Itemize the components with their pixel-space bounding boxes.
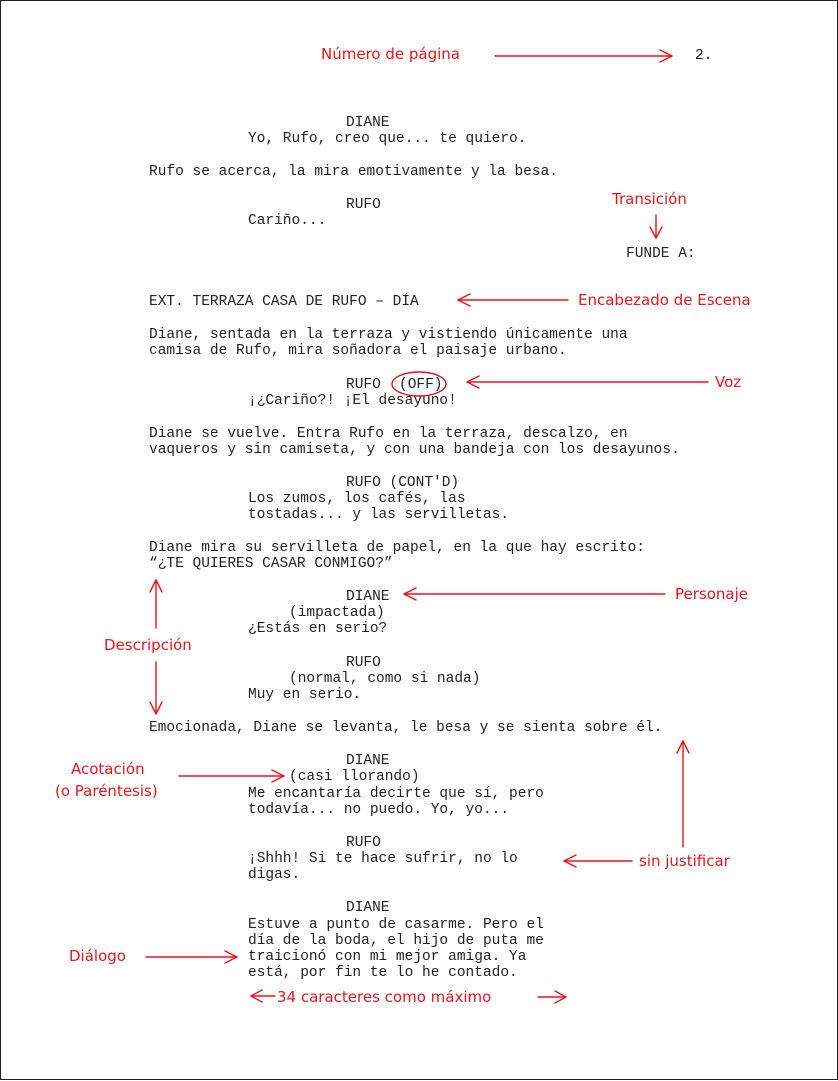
parenthetical: (normal, como si nada) — [289, 671, 481, 687]
arrow-dialogue — [146, 951, 237, 963]
parenthetical: (impactada) — [289, 605, 385, 621]
character-name: DIANE — [346, 753, 390, 769]
character-name: RUFO — [346, 197, 381, 213]
action-line: Diane, sentada en la terraza y vistiendo únicamente una — [149, 327, 628, 343]
dialogue: ¡Shhh! Si te hace sufrir, no lo — [248, 851, 518, 867]
dialogue: tostadas... y las servilletas. — [248, 507, 510, 523]
character-name: RUFO (CONT'D) — [346, 475, 460, 491]
annotation-voice: Voz — [715, 373, 742, 391]
arrow-character — [404, 588, 665, 600]
dialogue: digas. — [248, 867, 301, 883]
character-name: RUFO — [346, 655, 381, 671]
character-name: DIANE — [346, 115, 390, 131]
action-line: Rufo se acerca, la mira emotivamente y la besa. — [149, 164, 558, 180]
action-line: Diane se vuelve. Entra Rufo en la terraza, descalzo, en — [149, 426, 628, 442]
parenthetical: (casi llorando) — [289, 769, 420, 785]
dialogue: Muy en serio. — [248, 687, 362, 703]
arrow-unjustified-left — [564, 855, 632, 867]
annotation-parenthetical-alt: (o Paréntesis) — [55, 782, 158, 800]
arrow-page-number — [495, 50, 672, 62]
character-name: DIANE — [346, 900, 390, 916]
dialogue: Los zumos, los cafés, las — [248, 491, 466, 507]
action-line: Diane mira su servilleta de papel, en la que hay escrito: — [149, 540, 645, 556]
annotation-unjustified: sin justificar — [639, 852, 730, 870]
scene-heading: EXT. TERRAZA CASA DE RUFO – DÍA — [149, 294, 419, 310]
character-name: RUFO — [346, 377, 381, 393]
arrow-description-up — [150, 580, 162, 628]
arrow-voice — [467, 376, 708, 388]
dialogue: día de la boda, el hijo de puta me — [248, 933, 544, 949]
annotation-description: Descripción — [104, 636, 192, 654]
annotation-max-chars: 34 caracteres como máximo — [277, 988, 492, 1006]
arrow-parenthetical — [179, 770, 284, 782]
annotation-parenthetical: Acotación — [71, 760, 145, 778]
dialogue: ¡¿Cariño?! ¡El desayuno! — [248, 393, 457, 409]
arrow-max-chars-left — [251, 990, 275, 1002]
voice-extension: (OFF) — [399, 377, 443, 393]
action-line: vaqueros y sin camiseta, y con una bandeja con los desayunos. — [149, 442, 680, 458]
page-number: 2. — [695, 48, 713, 64]
annotation-dialogue: Diálogo — [69, 947, 126, 965]
dialogue: Me encantaría decirte que sí, pero — [248, 786, 544, 802]
dialogue: Yo, Rufo, creo que... te quiero. — [248, 131, 527, 147]
transition: FUNDE A: — [626, 246, 696, 262]
annotation-character: Personaje — [675, 585, 748, 603]
character-name: RUFO — [346, 835, 381, 851]
arrow-unjustified-up — [677, 741, 689, 847]
dialogue: traicionó con mi mejor amiga. Ya — [248, 949, 527, 965]
annotation-scene-heading: Encabezado de Escena — [578, 291, 751, 309]
arrow-transition — [650, 215, 662, 238]
action-line: camisa de Rufo, mira soñadora el paisaje urbano. — [149, 343, 567, 359]
annotation-transition: Transición — [612, 190, 687, 208]
arrow-max-chars-right — [538, 991, 566, 1003]
character-name: DIANE — [346, 589, 390, 605]
dialogue: está, por fin te lo he contado. — [248, 965, 518, 981]
action-line: Emocionada, Diane se levanta, le besa y se sienta sobre él. — [149, 720, 663, 736]
action-line: “¿TE QUIERES CASAR CONMIGO?” — [149, 556, 393, 572]
dialogue: Cariño... — [248, 213, 327, 229]
dialogue: todavía... no puedo. Yo, yo... — [248, 802, 510, 818]
arrow-description-down — [150, 662, 162, 714]
arrow-scene-heading — [458, 294, 568, 306]
dialogue: Estuve a punto de casarme. Pero el — [248, 917, 544, 933]
dialogue: ¿Estás en serio? — [248, 621, 388, 637]
annotation-page-number: Número de página — [321, 45, 460, 63]
